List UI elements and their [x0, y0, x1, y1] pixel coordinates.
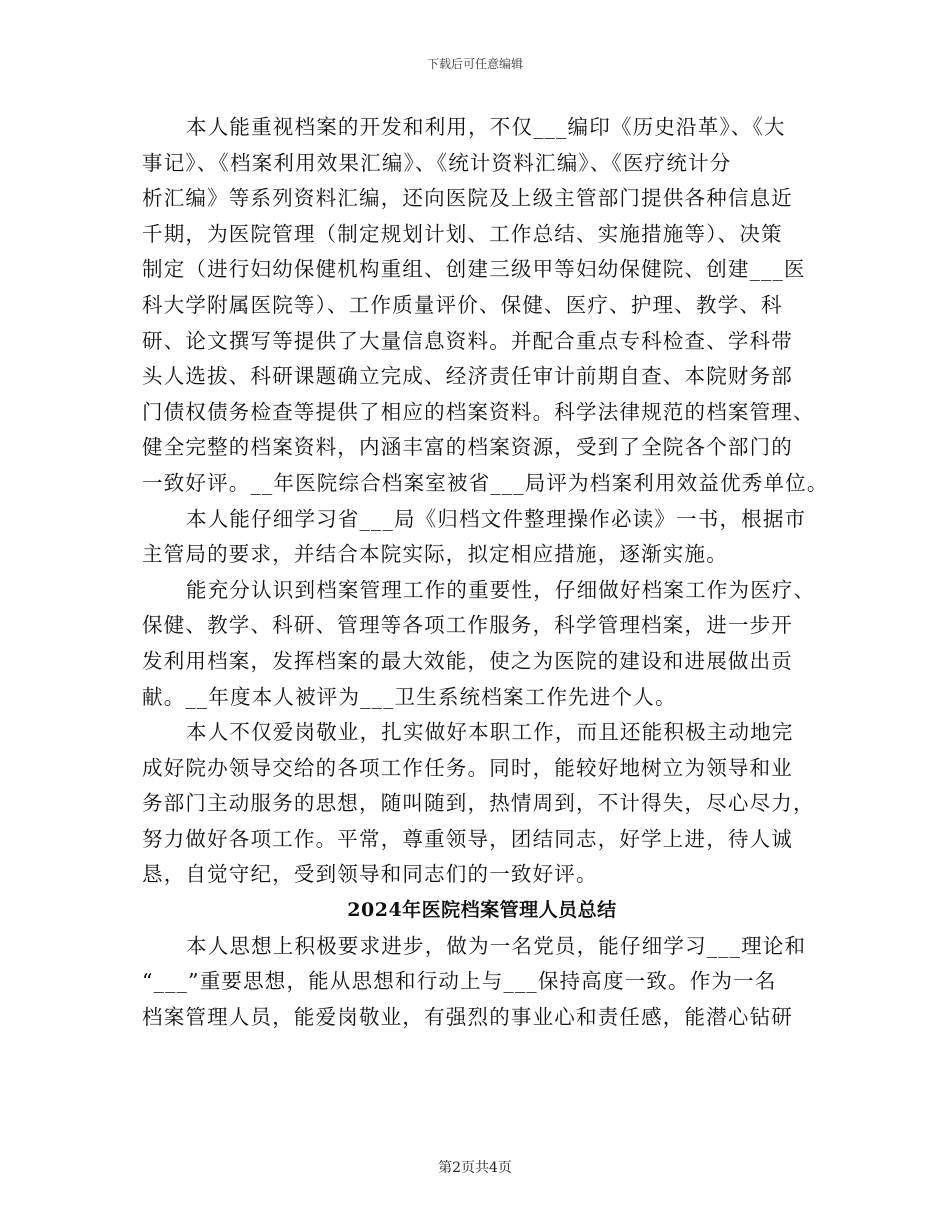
page-footer: 第2页共4页 [438, 1160, 512, 1176]
text-line: 保健、教学、科研、管理等各项工作服务，科学管理档案，进一步开 [142, 613, 793, 638]
text-line: 成好院办领导交给的各项工作任务。同时，能较好地树立为领导和业 [142, 755, 793, 780]
text-line: 务部门主动服务的思想，随叫随到，热情周到，不计得失，尽心尽力， [142, 791, 815, 816]
text-line: 本人能重视档案的开发和利用，不仅___编印《历史沿革》、《大 [186, 115, 786, 139]
text-line: 千期，为医院管理（制定规划计划、工作总结、实施措施等）、决策 [142, 221, 783, 246]
text-line: 献。__年度本人被评为___卫生系统档案工作先进个人。 [142, 684, 677, 709]
section-title: 2024年医院档案管理人员总结 [347, 899, 617, 922]
text-line: 门债权债务检查等提供了相应的档案资料。科学法律规范的档案管理、 [142, 399, 815, 424]
text-line: 恳，自觉守纪，受到领导和同志们的一致好评。 [142, 862, 598, 887]
text-line: 健全完整的档案资料，内涵丰富的档案资源，受到了全院各个部门的 [142, 435, 793, 460]
page-header: 下载后可任意编辑 [426, 57, 523, 71]
text-line: 本人能仔细学习省___局《归档文件整理操作必读》一书，根据市 [186, 506, 807, 531]
text-line: 析汇编》等系列资料汇编，还向医院及上级主管部门提供各种信息近 [142, 186, 793, 211]
document-body [142, 110, 829, 1035]
text-line: 本人思想上积极要求进步，做为一名党员，能仔细学习___理论和 [186, 933, 807, 958]
text-line: 制定（进行妇幼保健机构重组、创建三级甲等妇幼保健院、创建___医 [142, 257, 806, 282]
text-line: 能充分认识到档案管理工作的重要性，仔细做好档案工作为医疗、 [186, 577, 816, 602]
text-line: 主管局的要求，并结合本院实际，拟定相应措施，逐渐实施。 [142, 542, 728, 567]
text-line: 科大学附属医院等）、工作质量评价、保健、医疗、护理、教学、科 [142, 292, 783, 317]
text-line: 档案管理人员，能爱岗敬业，有强烈的事业心和责任感，能潜心钻研 [142, 1004, 793, 1029]
text-line: “___”重要思想，能从思想和行动上与___保持高度一致。作为一名 [142, 969, 777, 994]
text-line: 努力做好各项工作。平常，尊重领导，团结同志，好学上进，待人诚 [142, 826, 793, 851]
text-line: 一致好评。__年医院综合档案室被省___局评为档案利用效益优秀单位。 [142, 470, 829, 495]
text-line: 事记》、《档案利用效果汇编》、《统计资料汇编》、《医疗统计分 [142, 150, 732, 175]
text-line: 本人不仅爱岗敬业，扎实做好本职工作，而且还能积极主动地完 [186, 720, 794, 745]
text-line: 发利用档案，发挥档案的最大效能，使之为医院的建设和进展做出贡 [142, 648, 793, 673]
text-line: 头人选拔、科研课题确立完成、经济责任审计前期自查、本院财务部 [142, 364, 793, 389]
text-line: 研、论文撰写等提供了大量信息资料。并配合重点专科检查、学科带 [142, 328, 793, 353]
